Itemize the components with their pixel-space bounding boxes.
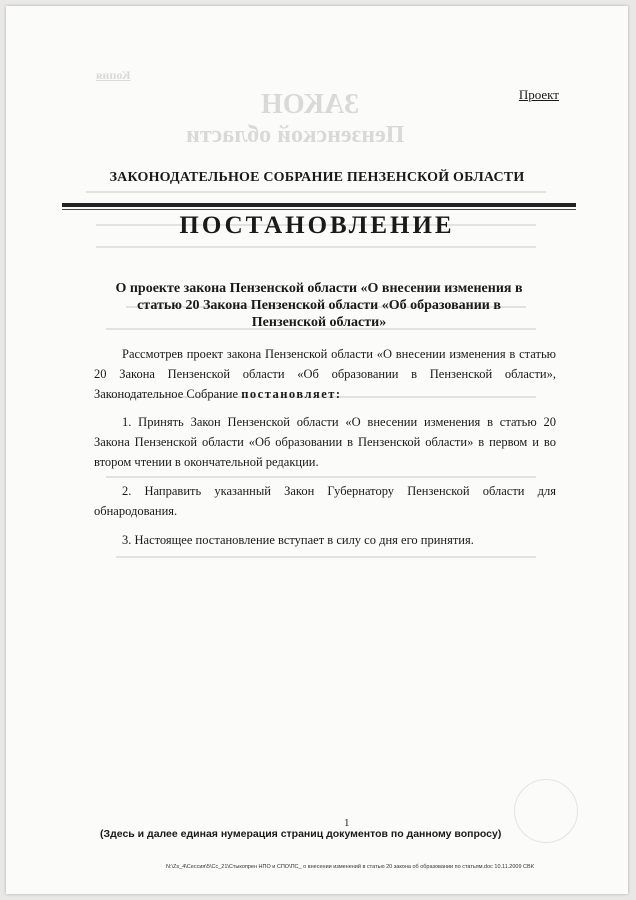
draft-label: Проект: [518, 87, 559, 102]
bleed-line: [116, 556, 536, 558]
bleed-page-tag: Копия: [96, 68, 131, 82]
document-title: О проекте закона Пензенской области «О внесении изменения в статью 20 Закона Пензенской области «Об образовании в Пензенской области»: [115, 281, 523, 330]
header-rule-thick: [62, 203, 576, 207]
preamble-paragraph: [94, 344, 556, 404]
item-3: 3. Настоящее постановление вступает в силу со дня его принятия.: [122, 533, 474, 547]
item-1: 1. Принять Закон Пензенской области «О внесении изменения в статью 20 Закона Пензенской области «Об образовании в Пензенской области» в первом и во втором чтении в окончательной редакции.: [94, 415, 556, 469]
assembly-name: ЗАКОНОДАТЕЛЬНОЕ СОБРАНИЕ ПЕНЗЕНСКОЙ ОБЛАСТИ: [109, 170, 525, 185]
bleed-line: [106, 476, 536, 478]
document-page: [6, 6, 628, 894]
file-path: N:\Zs_4\Сессия\5\Сс_21\Стыкопрен НПО и СПО\ПС_ о внесении изменений в статью 20 закона об образовании по статьям.doc 10.11.2009 СВК: [166, 864, 534, 870]
bleed-law-word: ЗАКОН: [261, 89, 360, 120]
bleed-region: Пензенской области: [186, 122, 405, 148]
bleed-stamp: [514, 779, 578, 843]
document-type: ПОСТАНОВЛЕНИЕ: [179, 212, 455, 239]
preamble-text: Рассмотрев проект закона Пензенской области «О внесении изменения в статью 20 Закона Пензенской области «Об образовании в Пензенской области», Законодательное Собрание: [94, 347, 556, 401]
footnote: (Здесь и далее единая нумерация страниц документов по данному вопросу): [100, 828, 502, 840]
bleed-line: [86, 191, 546, 193]
bleed-line: [96, 246, 536, 248]
item-2: 2. Направить указанный Закон Губернатору Пензенской области для обнародования.: [94, 484, 556, 518]
page-number: 1: [344, 817, 350, 829]
decree-word: постановляет:: [241, 387, 342, 401]
header-rule-thin: [62, 209, 576, 210]
